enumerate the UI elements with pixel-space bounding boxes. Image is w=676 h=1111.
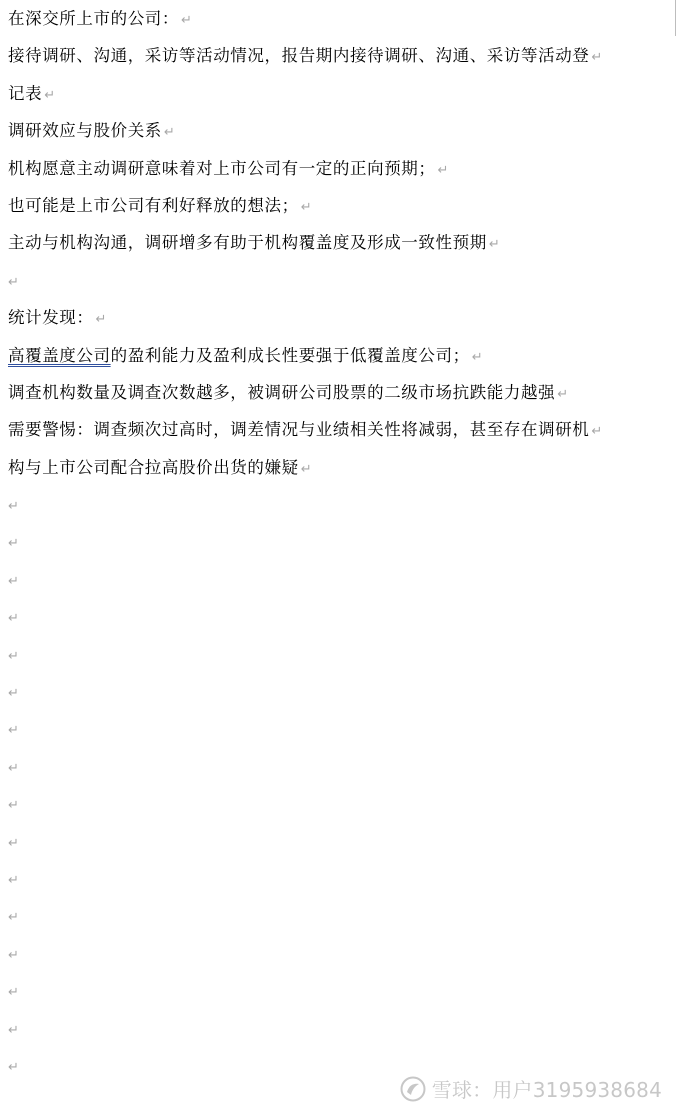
- paragraph[interactable]: [8, 823, 668, 860]
- paragraph[interactable]: [8, 449, 668, 486]
- paragraph-mark-icon: ↵: [8, 1022, 19, 1038]
- paragraph-mark-icon: ↵: [591, 50, 603, 66]
- paragraph-mark-icon: ↵: [591, 424, 603, 440]
- paragraph-mark-icon: ↵: [8, 985, 19, 1001]
- paragraph[interactable]: [8, 299, 668, 336]
- paragraph-mark-icon: ↵: [8, 760, 19, 776]
- paragraph-mark-icon: ↵: [8, 686, 19, 702]
- watermark: [400, 1074, 662, 1103]
- paragraph-text: 统计发现：: [8, 308, 94, 328]
- paragraph[interactable]: [8, 262, 668, 299]
- paragraph[interactable]: [8, 112, 668, 149]
- paragraph-mark-icon: ↵: [8, 798, 19, 814]
- paragraph[interactable]: [8, 972, 668, 1009]
- paragraph[interactable]: [8, 523, 668, 560]
- paragraph[interactable]: [8, 673, 668, 710]
- paragraph-text: 调研效应与股价关系: [8, 121, 162, 141]
- paragraph-text: 的盈利能力及盈利成长性要强于低覆盖度公司；: [110, 345, 470, 365]
- paragraph[interactable]: [8, 224, 668, 261]
- paragraph[interactable]: [8, 411, 668, 448]
- paragraph-mark-icon: ↵: [488, 237, 500, 253]
- paragraph[interactable]: [8, 935, 668, 972]
- paragraph-mark-icon: ↵: [8, 274, 19, 290]
- paragraph[interactable]: [8, 486, 668, 523]
- paragraph-mark-icon: ↵: [300, 461, 312, 477]
- paragraph[interactable]: [8, 860, 668, 897]
- paragraph-mark-icon: ↵: [8, 723, 19, 739]
- paragraph-mark-icon: ↵: [300, 199, 312, 215]
- paragraph-mark-icon: ↵: [44, 87, 56, 103]
- paragraph[interactable]: [8, 0, 668, 37]
- paragraph[interactable]: [8, 636, 668, 673]
- paragraph[interactable]: [8, 748, 668, 785]
- paragraph-mark-icon: ↵: [8, 499, 19, 515]
- paragraph-mark-icon: ↵: [95, 312, 107, 328]
- paragraph-text: 主动与机构沟通，调研增多有助于机构覆盖度及形成一致性预期: [8, 233, 487, 253]
- paragraph[interactable]: [8, 374, 668, 411]
- paragraph-mark-icon: ↵: [8, 536, 19, 552]
- document-body[interactable]: [8, 0, 668, 1084]
- paragraph[interactable]: [8, 897, 668, 934]
- snowball-logo-icon: [400, 1076, 426, 1102]
- paragraph-text: 需要警惕：调查频次过高时，调差情况与业绩相关性将减弱，甚至存在调研机: [8, 420, 590, 440]
- paragraph[interactable]: [8, 337, 668, 374]
- underlined-text: 高覆盖度公司: [8, 345, 111, 365]
- paragraph-text: 在深交所上市的公司：: [8, 9, 179, 28]
- paragraph[interactable]: [8, 1010, 668, 1047]
- paragraph-text: 记表: [8, 83, 43, 103]
- paragraph-mark-icon: ↵: [8, 648, 19, 664]
- paragraph[interactable]: [8, 75, 668, 112]
- paragraph[interactable]: [8, 598, 668, 635]
- paragraph-mark-icon: ↵: [557, 386, 569, 402]
- paragraph-mark-icon: ↵: [8, 910, 19, 926]
- paragraph[interactable]: [8, 150, 668, 187]
- paragraph-mark-icon: ↵: [437, 162, 449, 178]
- paragraph-text: 调查机构数量及调查次数越多，被调研公司股票的二级市场抗跌能力越强: [8, 382, 556, 402]
- paragraph-mark-icon: ↵: [8, 835, 19, 851]
- paragraph-text: 接待调研、沟通，采访等活动情况，报告期内接待调研、沟通、采访等活动登: [8, 46, 590, 66]
- paragraph[interactable]: [8, 785, 668, 822]
- paragraph[interactable]: [8, 187, 668, 224]
- paragraph[interactable]: [8, 561, 668, 598]
- paragraph-text: 构与上市公司配合拉高股价出货的嫌疑: [8, 457, 299, 477]
- paragraph-mark-icon: ↵: [471, 349, 483, 365]
- watermark-text: 雪球：用户3195938684: [431, 1078, 662, 1102]
- paragraph-text: 机构愿意主动调研意味着对上市公司有一定的正向预期；: [8, 158, 436, 178]
- paragraph-text: 也可能是上市公司有利好释放的想法；: [8, 195, 299, 215]
- paragraph[interactable]: [8, 710, 668, 747]
- paragraph-mark-icon: ↵: [8, 947, 19, 963]
- paragraph-mark-icon: ↵: [8, 1059, 19, 1075]
- paragraph-mark-icon: ↵: [163, 125, 175, 141]
- paragraph-mark-icon: ↵: [181, 13, 192, 28]
- paragraph-mark-icon: ↵: [8, 573, 19, 589]
- paragraph[interactable]: [8, 37, 668, 74]
- paragraph-mark-icon: ↵: [8, 611, 19, 627]
- paragraph-mark-icon: ↵: [8, 872, 19, 888]
